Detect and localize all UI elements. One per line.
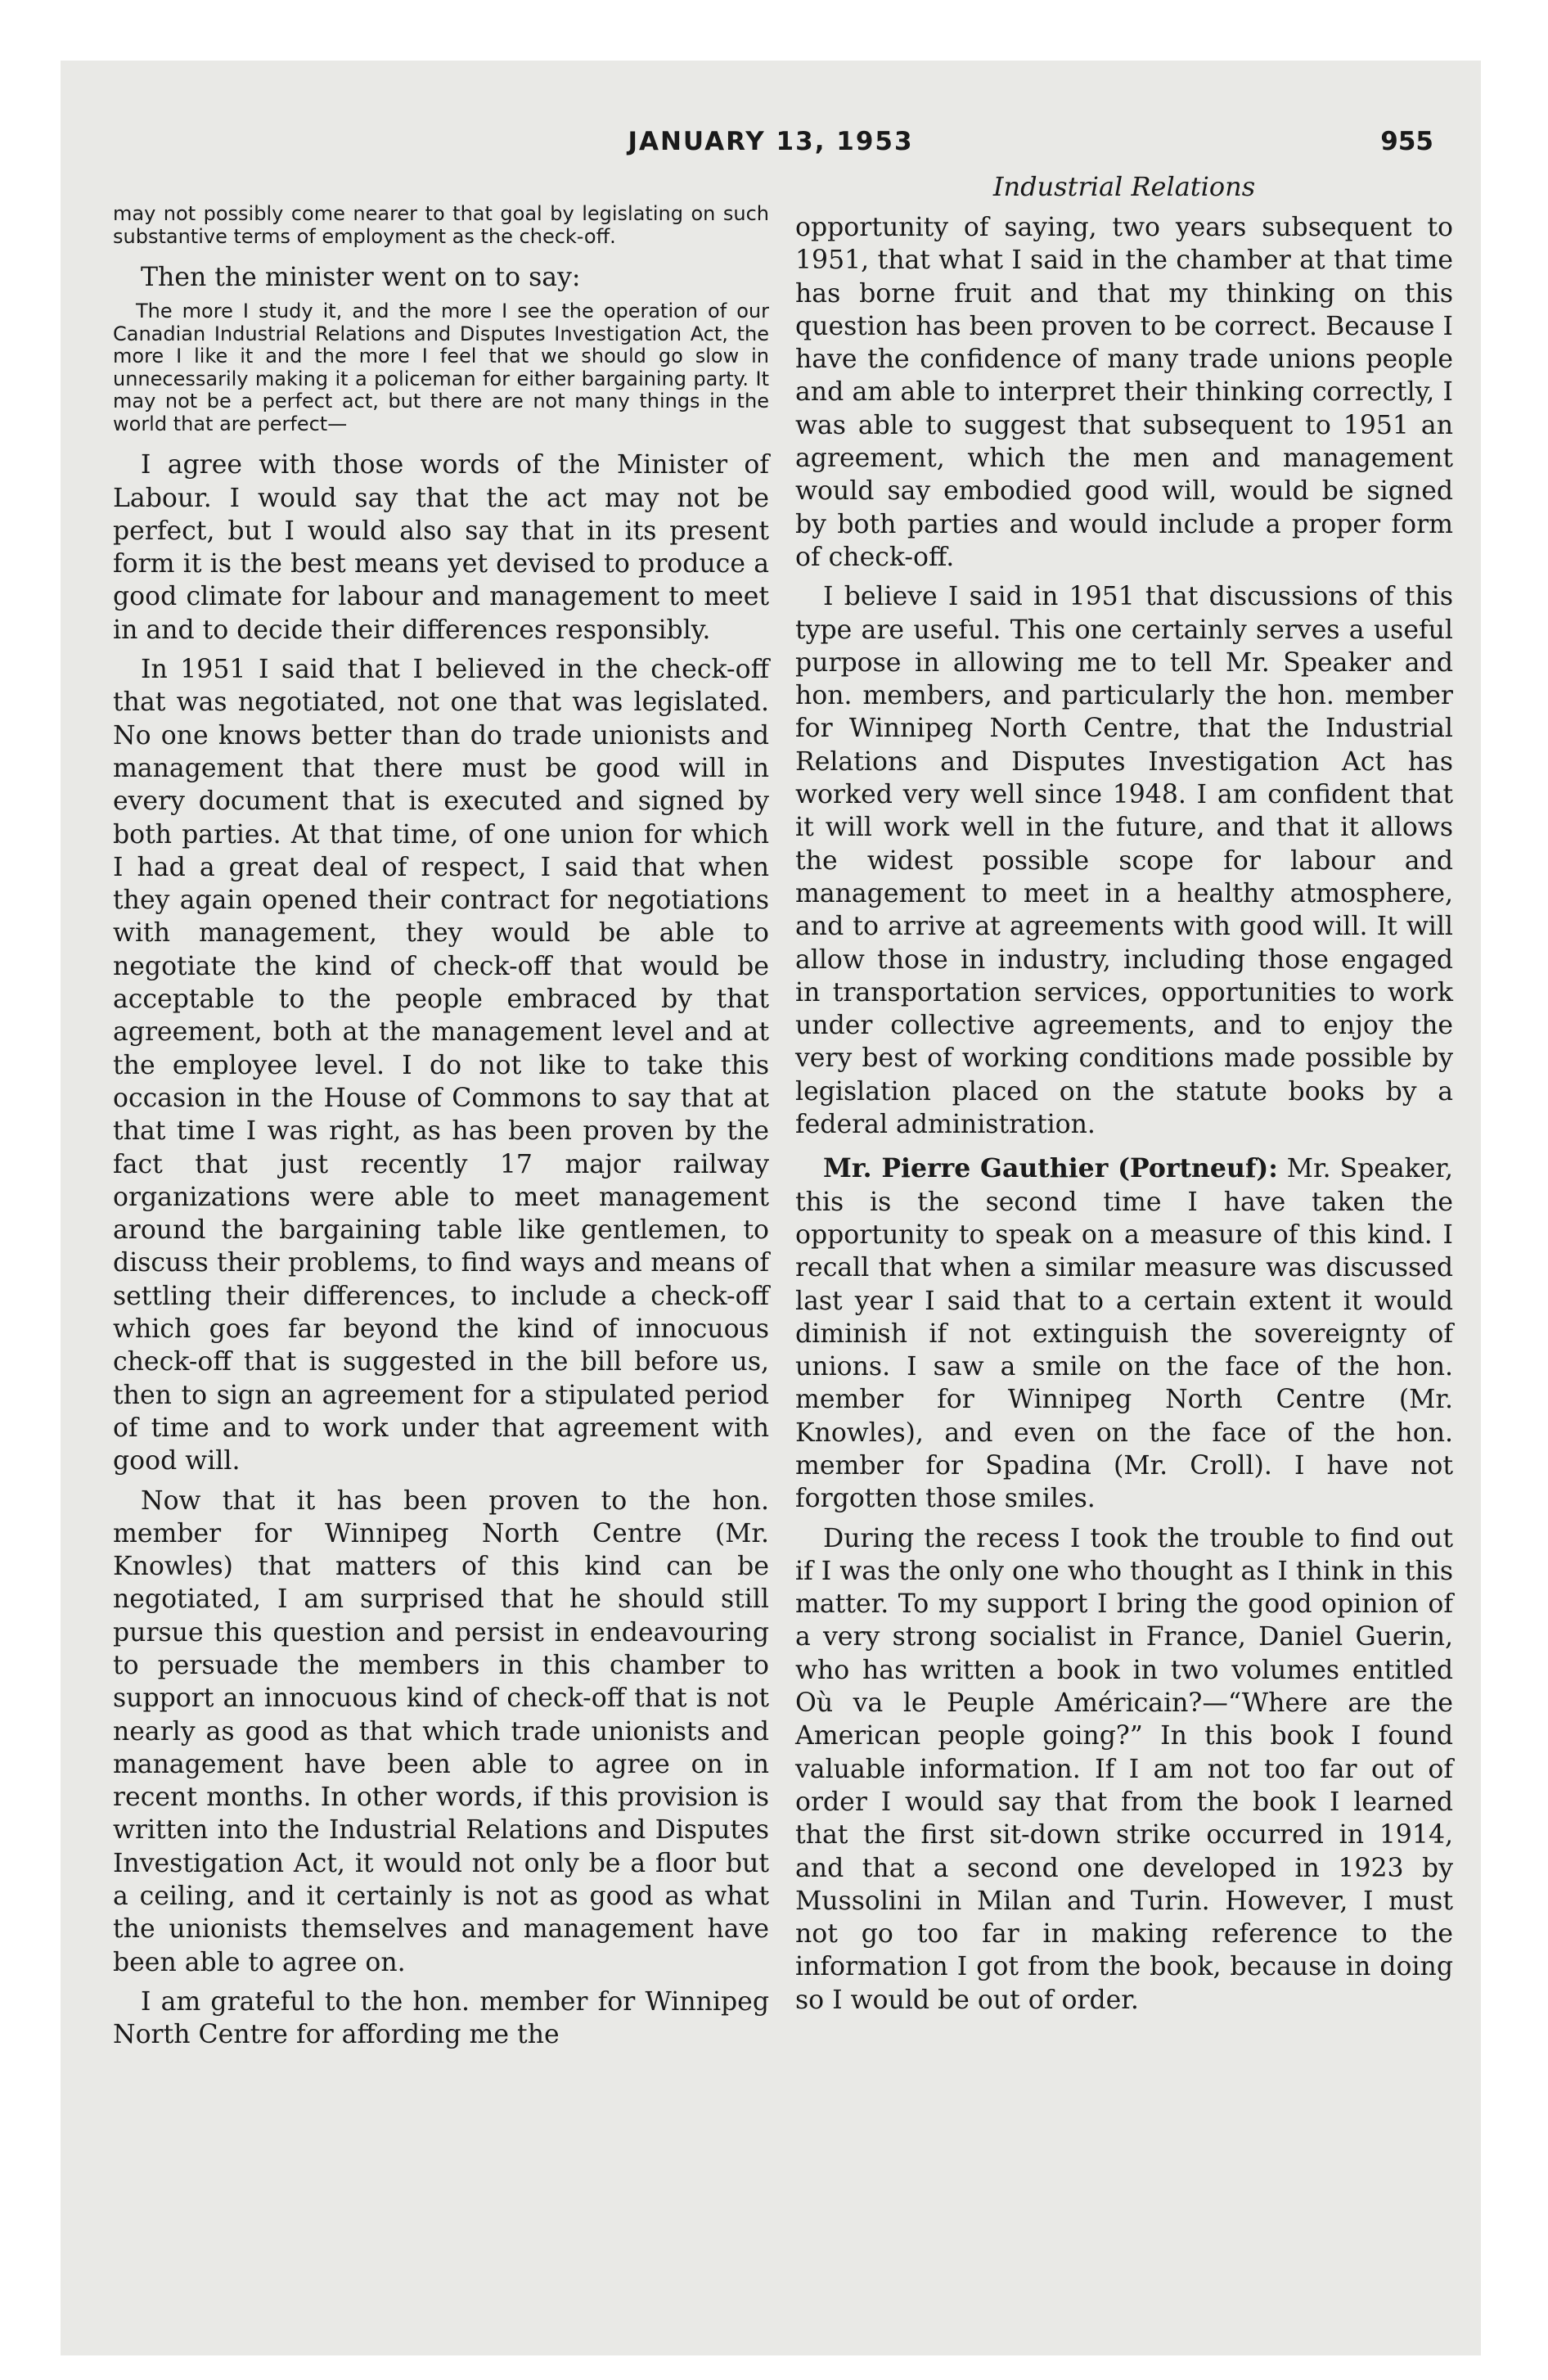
speaker-name: Mr. Pierre Gauthier (Portneuf): [823,1153,1278,1184]
running-head: Industrial Relations [992,171,1256,202]
paragraph: opportunity of saying, two years subsequent to 1951, that what I said in the chamber at that time has borne fruit and that my thinking on this question has been proven to be correct. Because I have the confidence of many trade unions people and am able to interpret their thinking correctly, I was able to suggest that subsequent to 1951 an agreement, which the men and management would say embodied good will, would be signed by both parties and would include a proper form of check-off. [795,213,1453,572]
paragraph: I agree with those words of the Minister of Labour. I would say that the act may not be perfect, but I would also say that in its present form it is the best means yet devised to produce a good climate for labour and management to meet in and to decide their differences responsibly. [113,450,769,645]
paragraph: Then the minister went on to say: [141,263,581,292]
header-date: JANUARY 13, 1953 [628,127,914,156]
quotation-block: The more I study it, and the more I see the operation of our Canadian Industrial Relations and Disputes Investigation Act, the more I like it and the more I feel that we should go slow in unnecessarily making it a policeman for either bargaining party. It may not be a perfect act, but there are not many things in the world that are perfect— [113,300,769,435]
left-column [113,203,769,2058]
right-column [795,170,1453,2023]
paragraph: In 1951 I said that I believed in the check-off that was negotiated, not one that was legislated. No one knows better than do trade unionists and management that there must be good will in every document that is executed and signed by both parties. At that time, of one union for which I had a great deal of respect, I said that when they again opened their contract for negotiations with management, they would be able to negotiate the kind of check-off that would be acceptable to the people embraced by that agreement, both at the management level and at the employee level. I do not like to take this occasion in the House of Commons to say that at that time I was right, as has been proven by the fact that just recently 17 major railway organizations were able to meet management around the bargaining table like gentlemen, to discuss their problems, to find ways and means of settling their differences, to include a check-off which goes far beyond the kind of innocuous check-off that is suggested in the bill before us, then to sign an agreement for a stipulated period of time and to work under that agreement with good will. [113,655,769,1476]
speech-text: Mr. Speaker, this is the second time I have taken the opportunity to speak on a measure of this kind. I recall that when a similar measure was discussed last year I said that to a certain extent it would diminish if not extinguish the sovereignty of unions. I saw a smile on the face of the hon. member for Winnipeg North Centre (Mr. Knowles), and even on the face of the hon. member for Spadina (Mr. Croll). I have not forgotten those smiles. [795,1154,1453,1514]
paragraph: I am grateful to the hon. member for Winnipeg North Centre for affording me the [113,1986,769,2050]
paragraph: During the recess I took the trouble to find out if I was the only one who thought as I think in this matter. To my support I bring the good opinion of a very strong socialist in France, Daniel Guerin, who has written a book in two volumes entitled Où va le Peuple Américain?—“Where are the American people going?” In this book I found valuable information. If I am not too far out of order I would say that from the book I learned that the first sit-down strike occurred in 1914, and that a second one developed in 1923 by Mussolini in Milan and Turin. However, I must not go too far in making reference to the information I got from the book, because in doing so I would be out of order. [795,1523,1453,2015]
page-number: 955 [1380,127,1433,156]
page-header [61,127,1481,176]
quotation-block: may not possibly come nearer to that goal by legislating on such substantive terms of employment as the check-off. [113,202,769,248]
speaker-paragraph [795,1152,1453,1515]
paragraph: I believe I said in 1951 that discussions of this type are useful. This one certainly serves a useful purpose in allowing me to tell Mr. Speaker and hon. members, and particularly the hon. member for Winnipeg North Centre, that the Industrial Relations and Disputes Investigation Act has worked very well since 1948. I am confident that it will work well in the future, and that it allows the widest possible scope for labour and management to meet in a healthy atmosphere, and to arrive at agreements with good will. It will allow those in industry, including those engaged in transportation services, opportunities to work under collective agreements, and to enjoy the very best of working conditions made possible by legislation placed on the statute books by a federal administration. [795,582,1453,1140]
paragraph: Now that it has been proven to the hon. member for Winnipeg North Centre (Mr. Knowles) that matters of this kind can be negotiated, I am surprised that he should still pursue this question and persist in endeavouring to persuade the members in this chamber to support an innocuous kind of check-off that is not nearly as good as that which trade unionists and management have been able to agree on in recent months. In other words, if this provision is written into the Industrial Relations and Disputes Investigation Act, it would not only be a floor but a ceiling, and it certainly is not as good as what the unionists themselves and management have been able to agree on. [113,1485,769,1977]
